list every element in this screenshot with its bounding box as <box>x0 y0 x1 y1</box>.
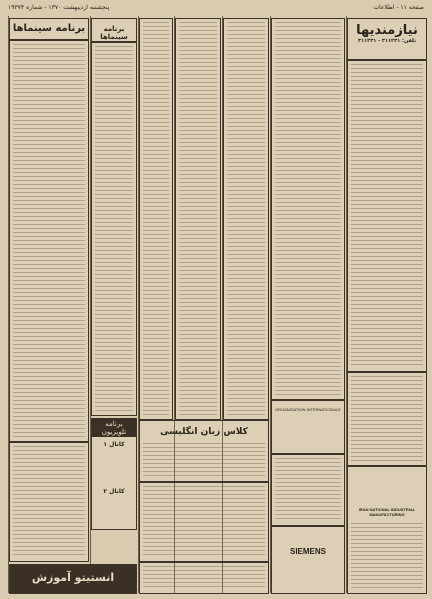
tv-box <box>91 418 137 530</box>
cinema-title-box-2 <box>91 18 137 42</box>
ads-column-5 <box>223 18 269 420</box>
issue-info: پنجشنبه اردیبهشت ۱۳۷۰ - شماره ۱۹۳۷۴ <box>8 4 110 11</box>
small-ads-column <box>139 18 173 420</box>
siemens-logo: SIEMENS <box>289 547 326 556</box>
tv-listings <box>9 442 89 562</box>
org-notice-text: ORGANISATION INTERNATIONALE <box>275 407 341 412</box>
english-class-title: کلاس زبان انگلیسی <box>160 427 248 437</box>
page-number: صفحه ۱۱ - اطلاعات <box>373 4 424 11</box>
ads-column-4 <box>175 18 221 420</box>
cinema-title-box <box>9 18 89 40</box>
org-notice <box>271 400 345 454</box>
cinema-title: برنامه سینماها <box>12 23 86 34</box>
classifieds-title-box <box>347 18 427 60</box>
iran-national-ad <box>347 466 427 594</box>
notice-box <box>347 372 427 466</box>
notice-ad <box>271 454 345 526</box>
siemens-ad <box>271 526 345 594</box>
english-class-ad <box>139 420 269 482</box>
cinema-listings-2 <box>91 42 137 416</box>
cinema-title-2: برنامه سینماها <box>100 25 128 41</box>
classifieds-title: نیازمندیها <box>356 23 418 38</box>
institute-ad <box>9 564 137 594</box>
tv-channel-2: کانال ۲ <box>103 488 125 495</box>
classifieds-phones: تلفن: ۳۱۱۲۳۱ - ۳۱۱۲۳۱ <box>358 38 416 44</box>
cinema-listings <box>9 40 89 442</box>
ads-column-6 <box>271 18 345 400</box>
tv-channel-1: کانال ۱ <box>103 441 125 448</box>
tv-title: برنامه تلویزیون <box>92 419 136 437</box>
page-header <box>8 4 424 14</box>
classifieds-text <box>347 60 427 372</box>
institute-title: انستیتو آموزش <box>31 571 115 584</box>
bottom-ad <box>139 562 269 594</box>
lower-ads <box>139 482 269 562</box>
iran-national-title: IRAN NATIONAL INDUSTRIAL MANUFACTURING <box>358 507 416 517</box>
